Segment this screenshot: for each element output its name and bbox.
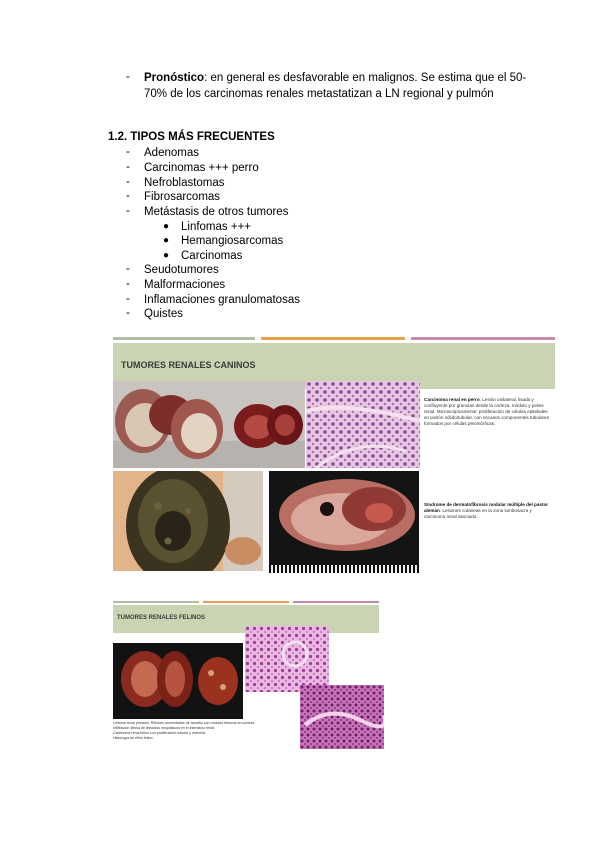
list-item: Fibrosarcomas (144, 191, 221, 203)
list-item: Inflamaciones granulomatosas (144, 294, 300, 306)
slide-accent-bar (203, 601, 289, 603)
list-item: Carcinomas +++ perro (144, 162, 259, 174)
prognosis-text-1: : en general es desfavorable en malignos. Se estima que el 50- (204, 72, 527, 84)
list-item: Nefroblastomas (144, 177, 225, 189)
canine-slide (113, 337, 555, 577)
list-dash: - (126, 161, 130, 173)
histology-photo (245, 626, 329, 692)
dog-skin-photo (113, 471, 263, 571)
slide-accent-bar (113, 337, 255, 340)
list-item: Metástasis de otros tumores (144, 206, 289, 218)
slide-title: TUMORES RENALES FELINOS (117, 615, 206, 621)
histology-photo (306, 381, 420, 468)
caption-text: . Lesiones cutáneas en la zona lumbosacra y carcinoma renal asociado. (424, 508, 532, 519)
kidney-section-photo (269, 471, 419, 573)
slide-accent-bar (411, 337, 555, 340)
slide-accent-bar (261, 337, 405, 340)
section-heading: 1.2. TIPOS MÁS FRECUENTES (108, 131, 275, 143)
sub-list-item: Carcinomas (181, 250, 243, 262)
caption-bold: Carcinoma renal en perro (424, 397, 480, 402)
slide-accent-bar (293, 601, 379, 603)
list-dash: - (126, 307, 130, 319)
list-dash: - (126, 190, 130, 202)
sub-list-item: Linfomas +++ (181, 221, 252, 233)
caption-line: Infiltración difusa de linfocitos neoplásicos en el intersticio renal. (113, 726, 215, 730)
list-dash: - (126, 278, 130, 290)
caption-line: Carcinoma renal felino con proliferación tubular y estroma. (113, 731, 207, 735)
list-dash: - (126, 263, 130, 275)
sub-list-item: Hemangiosarcomas (181, 235, 284, 247)
list-item: Adenomas (144, 147, 199, 159)
prognosis-line-2: 70% de los carcinomas renales metastatizan a LN regional y pulmón (144, 88, 494, 100)
prognosis-line-1 (144, 71, 530, 86)
list-dash: - (126, 176, 130, 188)
caption-line: Histología de riñón felino. (113, 736, 154, 740)
caption-line: Linfoma renal primario. Riñones aumentados de tamaño con nódulos blancos en corteza. (113, 721, 256, 725)
bullet-dot: ● (163, 235, 170, 246)
list-dash: - (126, 146, 130, 158)
slide-title: TUMORES RENALES CANINOS (121, 360, 256, 370)
list-item: Quistes (144, 308, 183, 320)
scale-ruler (269, 565, 419, 573)
list-dash: - (126, 71, 130, 83)
kidney-gross-photo (113, 381, 305, 468)
caption-bold: Síndrome de dermatofibrosis nodular múltiple del pastor alemán (424, 502, 549, 513)
list-dash: - (126, 293, 130, 305)
prognosis-label: Pronóstico (144, 72, 205, 84)
caption-text: . Lesión unilateral, lisada y confluyente por granulas desde la corteza, módulo y pelvis renal. Microscópicamente: proliferación de células epiteliales en patrón sólido/tubular, con escasos componentes tubulares formados por células pleomórficas. (424, 397, 549, 426)
list-item: Seudotumores (144, 264, 219, 276)
list-item: Malformaciones (144, 279, 226, 291)
feline-slide (113, 601, 385, 751)
slide-accent-bar (113, 601, 199, 603)
histology-photo (300, 685, 384, 749)
canine-caption-2 (424, 502, 554, 520)
feline-kidney-photo (113, 643, 243, 719)
canine-caption-1 (424, 397, 552, 427)
bullet-dot: ● (163, 221, 170, 232)
bullet-dot: ● (163, 250, 170, 261)
feline-caption (113, 721, 297, 741)
list-dash: - (126, 205, 130, 217)
